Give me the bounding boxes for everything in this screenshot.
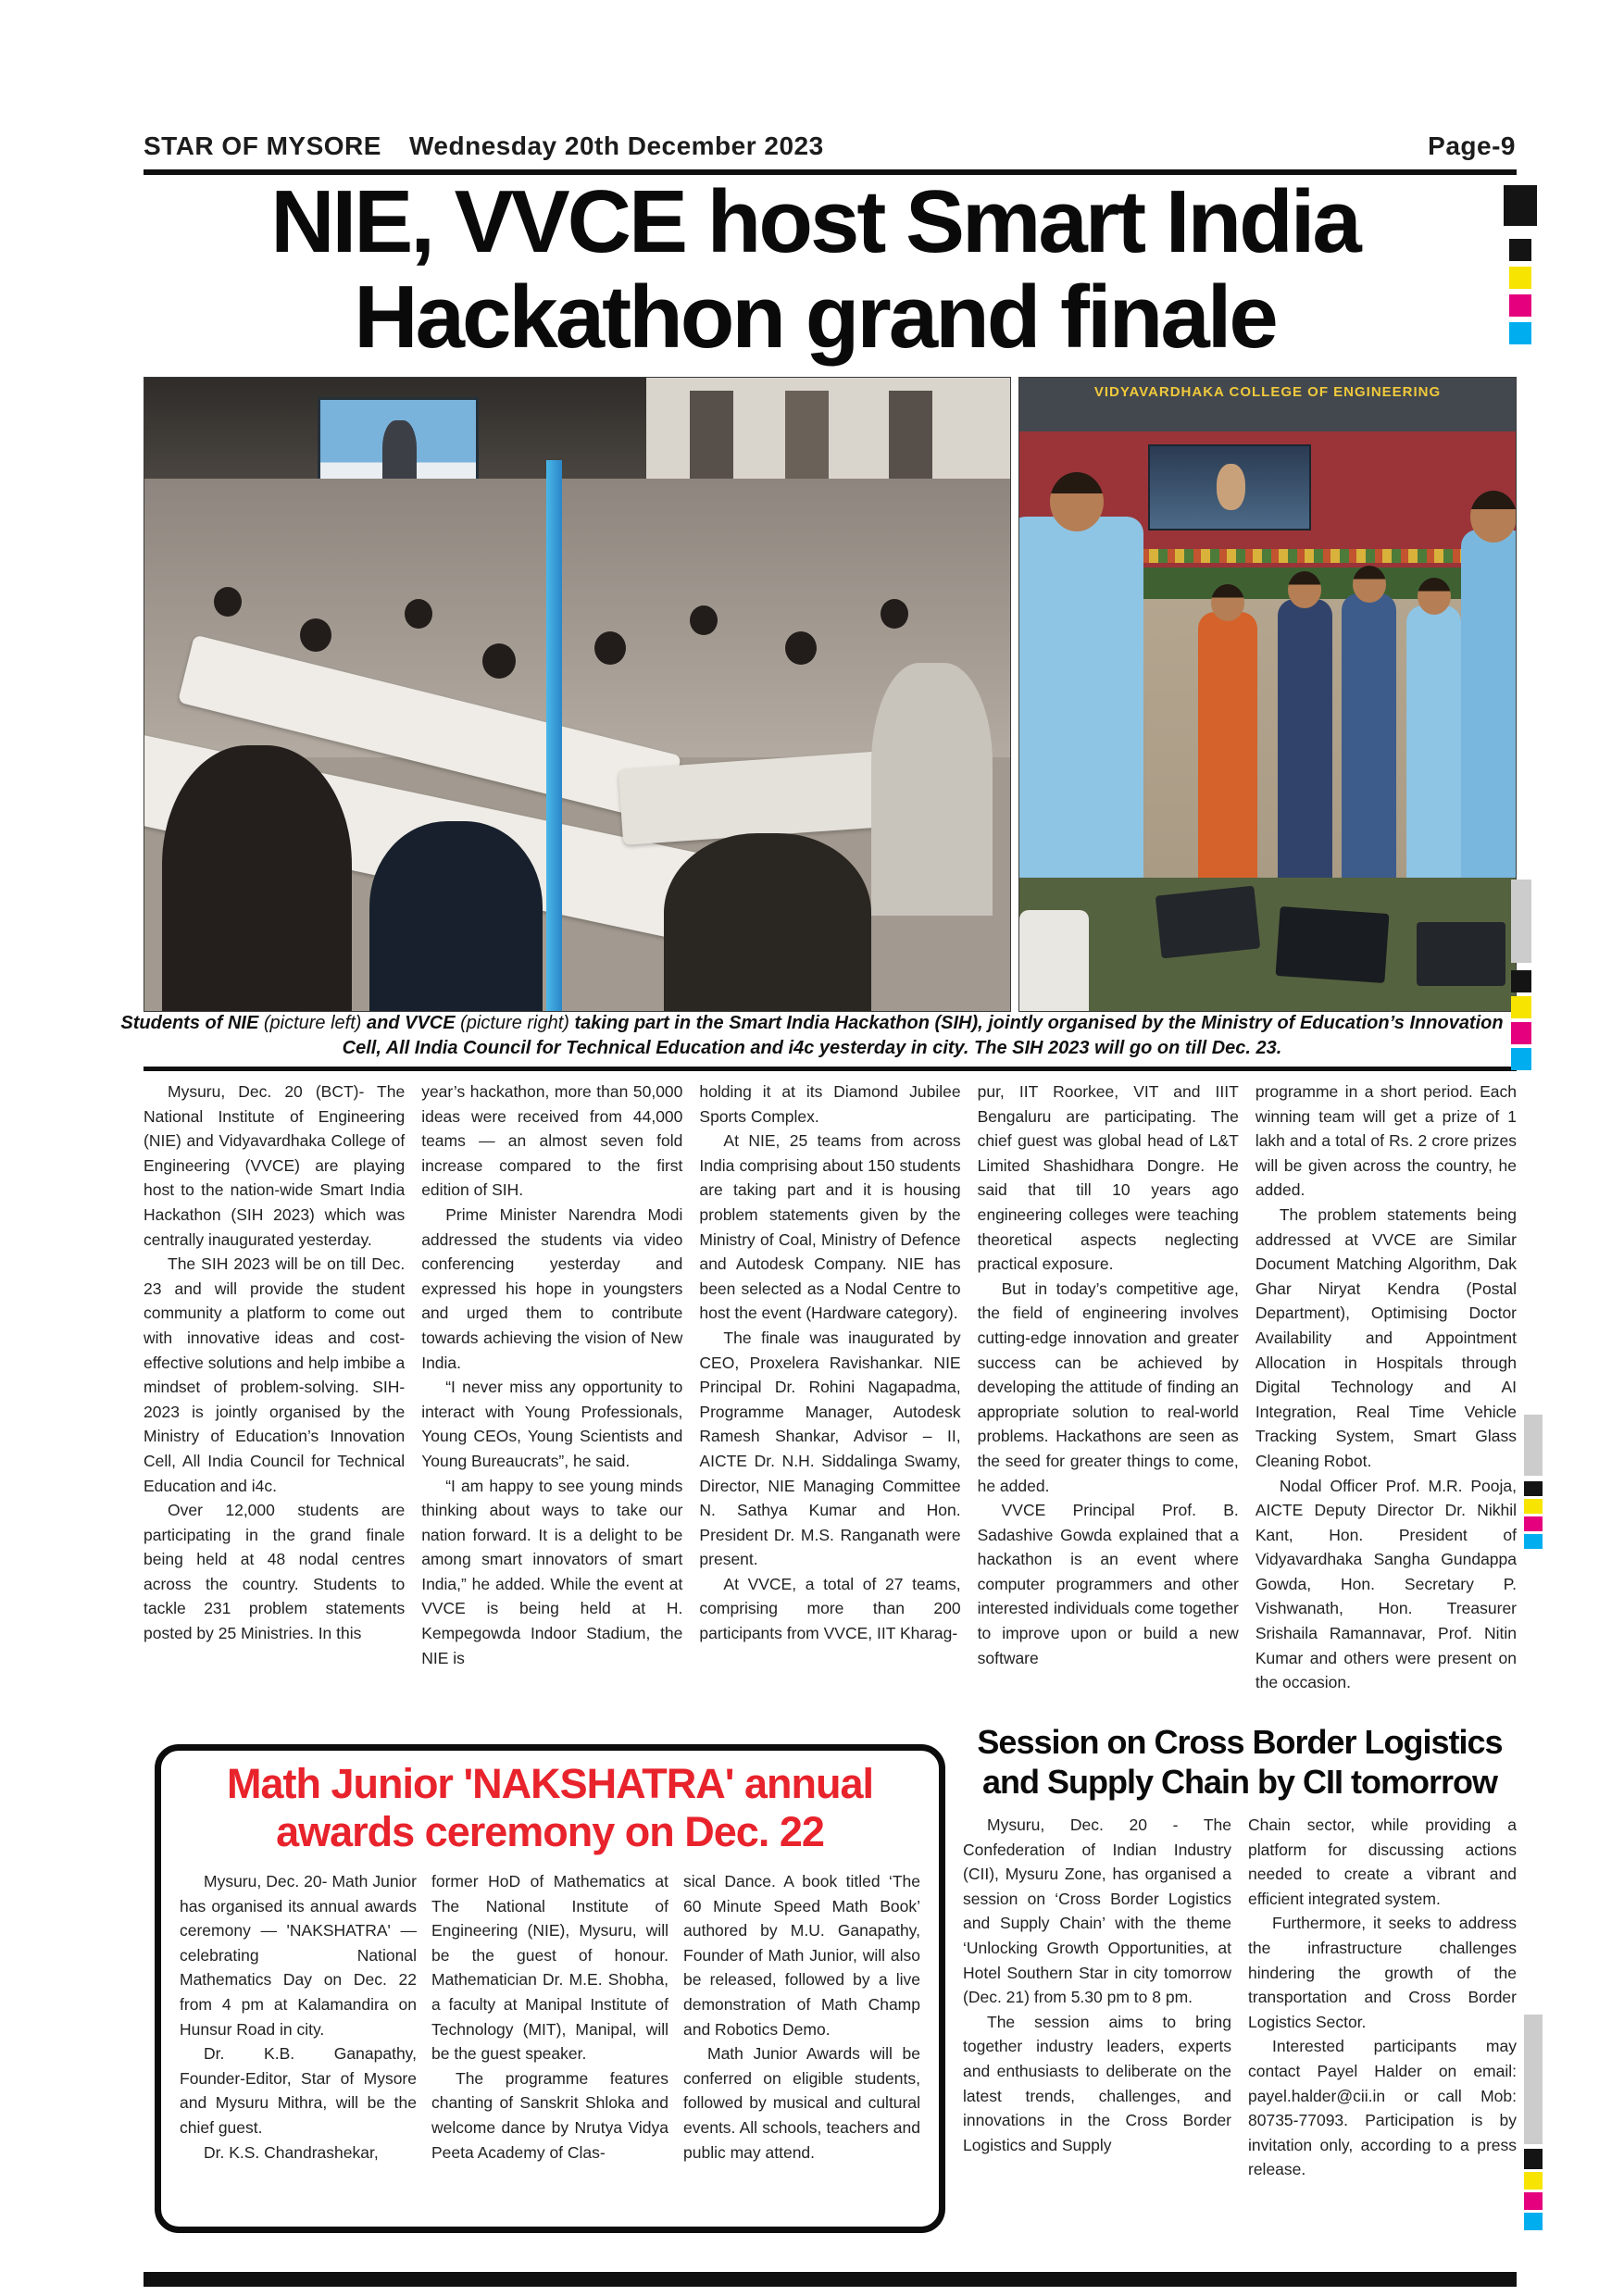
article-paragraph: programme in a short period. Each winning team will get a prize of 1 lakh and a total of Rs. 2 crore prizes will be given across the country, he added. <box>1255 1082 1518 1200</box>
math-column-2 <box>431 1869 668 2165</box>
article-paragraph: year’s hackathon, more than 50,000 ideas were received from 44,000 teams — an almost seven fold increase compared to the first edition of SIH. <box>421 1082 683 1200</box>
photo-nie-hall <box>144 377 1011 1012</box>
article-paragraph: The SIH 2023 will be on till Dec. 23 and will provide the student community a platform to come out with innovative ideas and cost-effective solutions and help imbibe a mindset of problem-solving. SIH-2023 is jointly organised by the Ministry of Education’s Innovation Cell, All India Council for Technical Education and i4c. <box>144 1254 406 1495</box>
issue-date: Wednesday 20th December 2023 <box>409 131 824 160</box>
article-paragraph: At NIE, 25 teams from across India comprising about 150 students are taking part and it is housing problem statements given by the Ministry of Coal, Ministry of Defence and Autodesk Company. NIE has been selected as a Nodal Centre to host the event (Hardware category). <box>699 1131 961 1323</box>
math-junior-headline-line-1: Math Junior 'NAKSHATRA' annual <box>226 1760 874 1807</box>
white-chair-shape <box>1019 910 1089 1011</box>
person-head <box>1470 491 1517 543</box>
article-paragraph: Dr. K.B. Ganapathy, Founder-Editor, Star of Mysore and Mysuru Mithra, will be the chief guest. <box>180 2044 417 2137</box>
foreground-person-silhouette <box>162 745 353 1011</box>
article-paragraph: Prime Minister Narendra Modi addressed the students via video conferencing yesterday and expressed his hope in youngsters and urged them to contribute towards achieving the vision of New India. <box>421 1204 683 1372</box>
foreground-person-silhouette <box>369 821 543 1011</box>
college-banner <box>1019 378 1516 431</box>
article-paragraph: “I never miss any opportunity to interact with Young Professionals, Young CEOs, Young Scientists and Young Bureaucrats”, he said. <box>421 1378 683 1470</box>
registration-mark-magenta <box>1524 2192 1543 2210</box>
article-paragraph: The programme features chanting of Sanskrit Shloka and welcome dance by Nrutya Vidya Peeta Academy of Clas- <box>431 2068 668 2162</box>
registration-mark-gray <box>1511 880 1531 963</box>
registration-mark-magenta <box>1524 1516 1543 1531</box>
registration-mark-yellow <box>1509 267 1531 289</box>
math-column-3 <box>683 1869 920 2165</box>
photo-caption <box>120 1011 1504 1061</box>
cii-body <box>963 1813 1517 2182</box>
laptop-shape <box>1417 922 1505 985</box>
article-paragraph: VVCE Principal Prof. B. Sadashive Gowda explained that a hackathon is an event where computer programmers and other interested individuals come together to improve upon or build a new software <box>977 1501 1239 1667</box>
article-paragraph: The problem statements being addressed at VVCE are Similar Document Matching Algorithm, Dak Ghar Niryat Kendra (Postal Department), Optimising Doctor Availability and Appointment Allocation in Hospitals through Digital Technology and AI Integration, Real Time Vehicle Tracking System, Smart Glass Cleaning Robot. <box>1255 1204 1518 1470</box>
article-paragraph: sical Dance. A book titled ‘The 60 Minute Speed Math Book’ authored by M.U. Ganapathy, Founder of Math Junior, will also be released, followed by a live demonstration of Math Champ and Robotics Demo. <box>683 1872 920 2039</box>
registration-mark-yellow <box>1524 2172 1543 2190</box>
article-column-2 <box>421 1079 682 1728</box>
registration-mark-black <box>1509 239 1531 261</box>
article-paragraph: Dr. K.S. Chandrashekar, <box>204 2142 379 2162</box>
registration-mark-cyan <box>1524 2213 1543 2230</box>
person-head <box>1211 584 1244 621</box>
laptop-shape <box>1156 886 1261 959</box>
article-paragraph: “I am happy to see young minds thinking about ways to take our nation forward. It is a delight to be among smart innovators of smart India,” he added. While the event at VVCE is being held at H. Kempegowda Indoor Stadium, the NIE is <box>421 1476 683 1667</box>
article-paragraph: But in today’s competitive age, the field of engineering involves cutting-edge innovation and greater success can be achieved by developing the attitude of finding an appropriate solution to real-world problems. Hackathons are seen as the seed for greater things to come, he added. <box>977 1279 1239 1495</box>
page-bottom-rule <box>144 2272 1517 2287</box>
cii-column-2 <box>1248 1813 1517 2182</box>
caption-text: taking part in the Smart India Hackathon (SIH), jointly organised by the Ministry of Education’s Innovation Cell, All India Council for Technical Education and i4c yesterday in city. The SIH 2023 will go on till Dec. 23. <box>342 1013 1504 1058</box>
foreground-person-silhouette <box>664 833 871 1011</box>
registration-mark-black <box>1524 1481 1543 1496</box>
article-paragraph: Chain sector, while providing a platform for discussing actions needed to create a vibrant and efficient integrated system. <box>1248 1816 1517 1908</box>
person-head <box>594 631 626 665</box>
article-paragraph: Mysuru, Dec. 20 (BCT)- The National Institute of Engineering (NIE) and Vidyavardhaka College of Engineering (VVCE) are playing host to the nation-wide Smart India Hackathon (SIH 2023) which was centrally inaugurated yesterday. <box>144 1082 406 1249</box>
math-column-1 <box>180 1869 417 2165</box>
person-head <box>405 599 432 629</box>
article-paragraph: At VVCE, a total of 27 teams, comprising more than 200 participants from VVCE, IIT Kharag- <box>699 1574 961 1643</box>
registration-mark-cyan <box>1524 1534 1543 1549</box>
main-article <box>144 1079 1517 1728</box>
caption-text: and VVCE <box>361 1013 461 1033</box>
person-head <box>482 643 516 679</box>
math-junior-headline-line-2: awards ceremony on Dec. 22 <box>276 1808 824 1855</box>
registration-mark-black <box>1524 2149 1543 2169</box>
person-blue-suit <box>1342 593 1396 879</box>
cii-headline-line-1: Session on Cross Border Logistics <box>977 1723 1503 1761</box>
article-paragraph: pur, IIT Roorkee, VIT and IIIT Bengaluru are participating. The chief guest was global head of L&T Limited Shashidhara Dongre. He said that till 10 years ago engineering colleges were teaching theoretical aspects neglecting practical exposure. <box>977 1082 1239 1274</box>
article-column-4 <box>978 1079 1239 1728</box>
registration-mark-magenta <box>1509 294 1531 317</box>
article-paragraph: Mysuru, Dec. 20 - The Confederation of Indian Industry (CII), Mysuru Zone, has organised a session on ‘Cross Border Logistics and Supply Chain’ with the theme ‘Unlocking Growth Opportunities, at Hotel Southern Star in city tomorrow (Dec. 21) from 5.30 pm to 8 pm. <box>963 1816 1231 2007</box>
person-head <box>1288 571 1321 608</box>
page-number: Page-9 <box>1428 131 1516 160</box>
registration-mark-cyan <box>1509 322 1531 344</box>
article-paragraph: Nodal Officer Prof. M.R. Pooja, AICTE Deputy Director Dr. Nikhil Kant, Hon. President of Vidyavardhaka Sangha Gundappa Gowda, Hon. Secretary P. Vishwanath, Hon. Treasurer Srishaila Ramannavar, Prof. Nitin Kumar and others were present on the occasion. <box>1255 1476 1518 1692</box>
cii-headline <box>963 1722 1517 1802</box>
article-paragraph: Over 12,000 students are participating in the grand finale being held at 48 nodal centres across the country. Students to tackle 231 problem statements posted by 25 Ministries. In this <box>144 1501 406 1643</box>
registration-mark-yellow <box>1524 1499 1543 1514</box>
blue-pole <box>546 460 562 1011</box>
article-paragraph: Interested participants may contact Payel Halder on email: payel.halder@cii.in or call Mob: 80735-77093. Participation is by invitation only, according to a press release. <box>1248 2037 1517 2179</box>
person-head <box>785 631 817 665</box>
cii-column-1 <box>963 1813 1231 2182</box>
person-head <box>1353 566 1386 603</box>
article-paragraph: former HoD of Mathematics at The National Institute of Engineering (NIE), Mysuru, will be the guest of honour. Mathematician Dr. M.E. Shobha, a faculty at Manipal Institute of Technology (MIT), Manipal, will be the guest speaker. <box>431 1872 668 2064</box>
math-junior-box <box>155 1744 945 2233</box>
caption-text: (picture right) <box>460 1013 569 1033</box>
headline-line-2: Hackathon grand finale <box>354 268 1276 367</box>
article-paragraph: holding it at its Diamond Jubilee Sports Complex. <box>699 1082 961 1126</box>
video-wall <box>1148 444 1311 530</box>
person-navy-vest <box>1278 599 1332 878</box>
person-head <box>881 599 908 629</box>
math-junior-headline <box>180 1760 920 1856</box>
caption-text: (picture left) <box>263 1013 362 1033</box>
registration-mark-gray <box>1524 2015 1543 2144</box>
photo-vvce-dignitaries <box>1018 377 1517 1012</box>
cii-article <box>963 1722 1517 2182</box>
speaker-on-video-wall <box>1217 464 1245 510</box>
person-orange-jacket <box>1198 612 1257 878</box>
article-column-1 <box>144 1079 405 1728</box>
person-head <box>1418 578 1451 615</box>
person-student-blue <box>1406 605 1461 878</box>
newspaper-name: STAR OF MYSORE <box>144 131 381 160</box>
registration-mark-cyan <box>1511 1048 1531 1070</box>
person-white-shirt <box>871 663 993 917</box>
main-headline <box>111 174 1518 365</box>
registration-mark-magenta <box>1511 1022 1531 1044</box>
registration-mark-black <box>1504 185 1537 226</box>
article-paragraph: Mysuru, Dec. 20- Math Junior has organised its annual awards ceremony — 'NAKSHATRA' — celebrating National Mathematics Day on Dec. 22 from 4 pm at Kalamandira on Hunsur Road in city. <box>180 1872 417 2039</box>
article-paragraph: Math Junior Awards will be conferred on eligible students, followed by musical and cultural events. All schools, teachers and public may attend. <box>683 2044 920 2162</box>
article-paragraph: The session aims to bring together industry leaders, experts and enthusiasts to deliberate on the latest trends, challenges, and innovations in the Cross Border Logistics and Supply <box>963 2012 1231 2154</box>
person-head <box>214 587 242 617</box>
math-junior-body <box>180 1869 920 2165</box>
article-paragraph: Furthermore, it seeks to address the infrastructure challenges hindering the growth of the transportation and Cross Border Logistics Sector. <box>1248 1914 1517 2031</box>
article-column-3 <box>699 1079 960 1728</box>
caption-rule <box>144 1067 1517 1071</box>
cii-headline-line-2: and Supply Chain by CII tomorrow <box>981 1763 1498 1801</box>
article-paragraph: The finale was inaugurated by CEO, Proxelera Ravishankar. NIE Principal Dr. Rohini Nagapadma, Programme Manager, Autodesk Ramesh Shankar, Advisor – II, AICTE Dr. N.H. Siddalinga Swamy, Director, NIE Managing Committee N. Sathya Kumar and Hon. President Dr. M.S. Ranganath were present. <box>699 1328 961 1569</box>
registration-mark-gray <box>1524 1415 1543 1476</box>
person-head <box>300 618 331 652</box>
article-column-5 <box>1255 1079 1517 1728</box>
speaker-on-screen <box>382 420 417 489</box>
headline-line-1: NIE, VVCE host Smart India <box>270 172 1359 271</box>
person-head <box>1050 472 1104 531</box>
caption-text: Students of NIE <box>120 1013 264 1033</box>
college-banner-text: VIDYAVARDHAKA COLLEGE OF ENGINEERING <box>1093 384 1442 400</box>
registration-mark-black <box>1511 970 1531 992</box>
laptop-shape <box>1275 906 1389 983</box>
registration-mark-yellow <box>1511 996 1531 1018</box>
